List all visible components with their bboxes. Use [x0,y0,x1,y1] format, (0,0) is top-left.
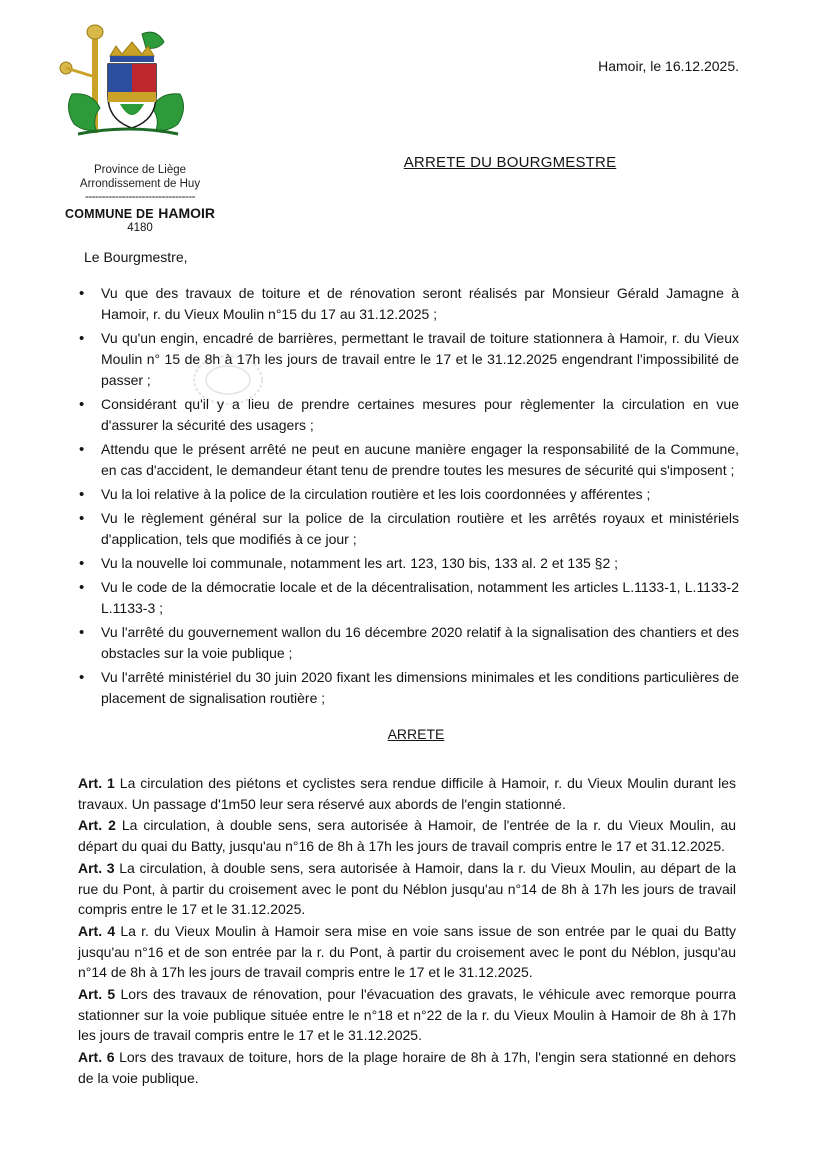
document-title: ARRETE DU BOURGMESTRE [403,154,617,171]
bullet: • [79,486,85,503]
commune-name: HAMOIR [158,205,216,221]
list-item [72,283,739,325]
list-item [72,439,739,481]
consideration-text: Vu la loi relative à la police de la circulation routière et les lois coordonnées y afférentes ; [101,486,651,502]
article-text: La circulation, à double sens, sera autorisée à Hamoir, dans la r. du Vieux Moulin, au départ de la rue du Pont, à partir du croisement avec le pont du Néblon jusqu'au n°14 de 8h à 17h les jours de travail compris entre le 17 et le 31.12.2025. [78,859,736,918]
commune-name-block [40,205,240,223]
commune-prefix: COMMUNE DE [64,207,154,221]
article-5 [78,984,736,1046]
article-1 [78,773,736,814]
bullet: • [79,669,85,686]
administrative-header [40,164,240,205]
postal-code: 4180 [127,222,153,234]
arrondissement-label: Arrondissement de Huy [79,177,201,190]
article-4 [78,921,736,983]
article-text: Lors des travaux de rénovation, pour l'évacuation des gravats, le véhicule avec remorque pourra stationner sur la voie publique située entre le n°18 et n°22 de la r. du Vieux Moulin à Hamoir de 8h à 17h les jours de travail compris entre le 17 et le 31.12.2025. [78,986,736,1044]
considerations-list [72,283,739,712]
bullet: • [79,579,85,596]
article-label: Art. 5 [78,986,116,1003]
article-text: La circulation, à double sens, sera autorisée à Hamoir, de l'entrée de la r. du Vieux Moulin, au départ du quai du Batty, jusqu'au n°16 de 8h à 17h les jours de travail compris entre le 17 et 31.12.2025. [78,817,737,855]
list-item [72,328,739,391]
document-date: Hamoir, le 16.12.2025. [598,58,739,74]
consideration-text: Attendu que le présent arrêté ne peut en aucune manière engager la responsabilité de la Commune, en cas d'accident, le demandeur étant tenu de prendre toutes les mesures de sécurité qui s'imposent ; [101,441,739,478]
bullet: • [79,624,85,641]
bullet: • [79,285,85,302]
article-6 [78,1047,736,1088]
commune-coat-of-arms-logo [50,24,202,144]
article-label: Art. 2 [78,817,116,834]
article-text: La r. du Vieux Moulin à Hamoir sera mise en voie sans issue de son entrée par le quai du Batty jusqu'au n°16 et de son entrée par la r. du Pont, à partir du croisement avec le pont du Néblon, jusqu'au n°14 de 8h à 17h les jours de travail compris entre le 17 et le 31.12.2025. [78,922,736,981]
salutation: Le Bourgmestre, [84,249,188,265]
province-label: Province de Liège [93,164,187,176]
article-label: Art. 6 [78,1049,115,1066]
consideration-text: Considérant qu'il y a lieu de prendre certaines mesures pour règlementer la circulation en vue d'assurer la sécurité des usagers ; [101,396,739,433]
article-label: Art. 3 [78,859,115,876]
list-item [72,508,739,550]
article-text: Lors des travaux de toiture, hors de la plage horaire de 8h à 17h, l'engin sera stationné en dehors de la voie publique. [78,1049,736,1086]
bullet: • [79,510,85,527]
list-item [72,553,739,574]
list-item [72,577,739,619]
consideration-text: Vu qu'un engin, encadré de barrières, permettant le travail de toiture stationnera à Hamoir, r. du Vieux Moulin n° 15 de 8h à 17h les jours de travail entre le 17 et le 31.12.2025 engendrant l'impossibilité de passer ; [101,330,739,388]
consideration-text: Vu l'arrêté ministériel du 30 juin 2020 fixant les dimensions minimales et les conditions particulières de placement de signalisation routière ; [101,669,739,706]
header-separator: --------------------------------- [85,191,195,203]
consideration-text: Vu que des travaux de toiture et de rénovation seront réalisés par Monsieur Gérald Jamagne à Hamoir, r. du Vieux Moulin n°15 du 17 au 31.12.2025 ; [101,285,739,322]
article-2 [78,815,736,856]
bullet: • [79,441,85,458]
arrete-heading: ARRETE [387,726,445,742]
article-label: Art. 4 [78,922,116,939]
bullet: • [79,330,85,347]
consideration-text: Vu la nouvelle loi communale, notamment les art. 123, 130 bis, 133 al. 2 et 135 §2 ; [101,555,619,571]
list-item [72,394,739,436]
consideration-text: Vu le règlement général sur la police de la circulation routière et les arrêtés royaux et ministériels d'application, tels que modifiés à ce jour ; [101,510,739,547]
articles-section [78,773,736,1090]
bullet: • [79,396,85,413]
consideration-text: Vu l'arrêté du gouvernement wallon du 16 décembre 2020 relatif à la signalisation des chantiers et des obstacles sur la voie publique ; [101,624,739,661]
bullet: • [79,555,85,572]
list-item [72,484,739,505]
article-3 [78,858,736,920]
list-item [72,622,739,664]
consideration-text: Vu le code de la démocratie locale et de la décentralisation, notamment les articles L.1133-1, L.1133-2 L.1133-3 ; [101,579,739,616]
article-text: La circulation des piétons et cyclistes sera rendue difficile à Hamoir, r. du Vieux Moulin durant les travaux. Un passage d'1m50 leur sera réservé aux abords de l'engin stationné. [78,775,736,812]
list-item [72,667,739,709]
article-label: Art. 1 [78,775,115,791]
